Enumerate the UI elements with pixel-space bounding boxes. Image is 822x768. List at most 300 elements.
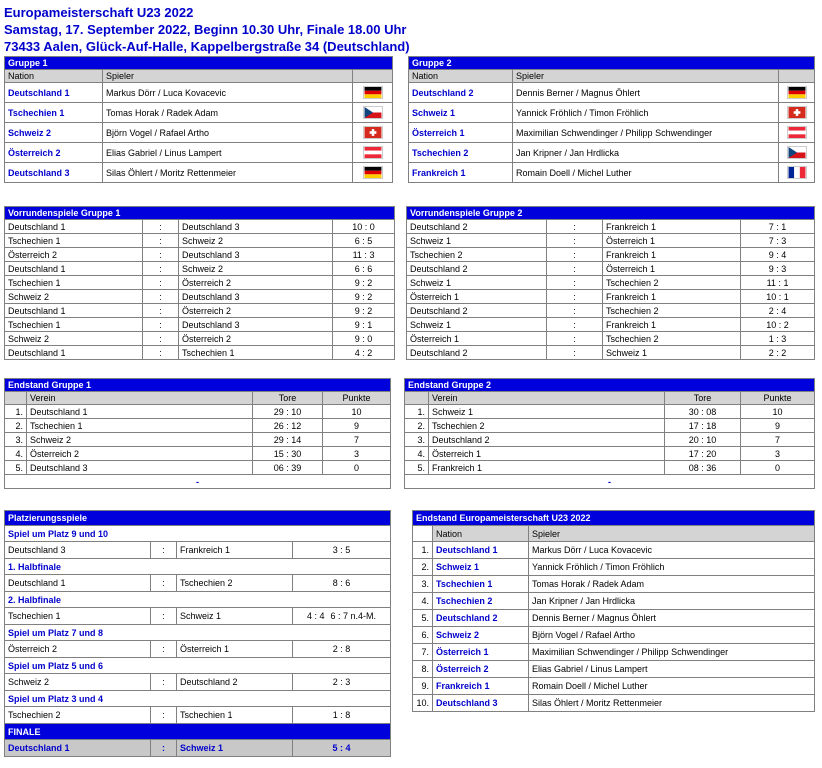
placement-game-row [5,608,391,625]
team-name: Deutschland 2 [429,433,665,447]
germany-flag-icon [356,86,389,99]
home-team: Deutschland 1 [5,262,143,276]
separator: : [547,332,603,346]
flag-cell [779,143,815,163]
standings-row [5,405,391,419]
game-row [5,220,395,234]
points: 10 [323,405,391,419]
final-standing-row [413,678,815,695]
platzierung-table [4,510,391,757]
away-team: Tschechien 2 [177,575,293,592]
score: 3 : 5 [332,545,351,555]
score-cell [293,641,391,658]
germany-flag-icon [782,86,811,99]
standings-row [405,405,815,419]
score-cell [293,575,391,592]
home-team: Deutschland 2 [407,262,547,276]
separator: : [547,262,603,276]
standings-row [405,461,815,475]
separator: : [547,290,603,304]
placement-game-row [5,575,391,592]
flag-cell [353,143,393,163]
col-header-flag [779,70,815,83]
away-team: Österreich 2 [179,276,333,290]
score: 4 : 2 [333,346,395,360]
position: 3. [413,576,433,593]
goals: 17 : 18 [665,419,741,433]
game-row [407,276,815,290]
away-team: Österreich 1 [177,641,293,658]
team-name: Tschechien 2 [429,419,665,433]
flag-cell [779,123,815,143]
col-header-spieler: Spieler [513,70,779,83]
score: 9 : 2 [333,304,395,318]
separator: : [143,290,179,304]
goals: 29 : 10 [253,405,323,419]
position: 7. [413,644,433,661]
col-header-flag [353,70,393,83]
position: 3. [405,433,429,447]
goals: 26 : 12 [253,419,323,433]
col-header-spieler: Spieler [103,70,353,83]
final-label-row [5,724,391,740]
away-team: Frankreich 1 [603,248,741,262]
separator: : [143,234,179,248]
flag-cell [353,83,393,103]
team-nation-link[interactable]: Schweiz 2 [433,627,529,644]
score: 11 : 1 [741,276,815,290]
team-nation-link[interactable]: Schweiz 1 [433,559,529,576]
game-row [5,304,395,318]
away-team: Frankreich 1 [603,318,741,332]
position: 8. [413,661,433,678]
final-standing-row [413,576,815,593]
separator: : [151,674,177,691]
game-row [407,346,815,360]
standings-row [405,447,815,461]
placement-label-row [5,559,391,575]
placement-label[interactable]: 1. Halbfinale [5,559,391,575]
home-team: Schweiz 2 [5,290,143,304]
team-name: Deutschland 1 [27,405,253,419]
game-row [5,346,395,360]
title-line-1: Europameisterschaft U23 2022 [4,5,194,20]
final-standing-row [413,627,815,644]
points: 0 [741,461,815,475]
title-line-2: Samstag, 17. September 2022, Beginn 10.30 Uhr, Finale 18.00 Uhr [4,22,407,37]
score: 2 : 2 [741,346,815,360]
score: 9 : 2 [333,276,395,290]
page-title [4,4,410,55]
separator: : [151,641,177,658]
away-team: Deutschland 2 [177,674,293,691]
home-team: Tschechien 1 [5,276,143,290]
col-header-tore: Tore [665,392,741,405]
game-row [407,248,815,262]
score: 2 : 3 [332,677,351,687]
team-nation-link[interactable]: Österreich 1 [433,644,529,661]
team-name: Schweiz 2 [27,433,253,447]
team-players: Tomas Horak / Radek Adam [529,576,815,593]
team-nation-link[interactable]: Österreich 2 [5,143,103,163]
standings-row [405,419,815,433]
col-header-tore: Tore [253,392,323,405]
score: 1 : 8 [332,710,351,720]
placement-game-row [5,641,391,658]
col-header-pos [413,526,433,542]
score-cell [293,542,391,559]
final-standing-row [413,695,815,712]
points: 9 [323,419,391,433]
team-players: Jan Kripner / Jan Hrdlicka [529,593,815,610]
position: 6. [413,627,433,644]
title-line-3: 73433 Aalen, Glück-Auf-Halle, Kappelbergstraße 34 (Deutschland) [4,39,410,54]
col-header-nation: Nation [433,526,529,542]
team-nation-link[interactable]: Deutschland 3 [433,695,529,712]
home-team: Schweiz 2 [5,674,151,691]
position: 1. [405,405,429,419]
goals: 29 : 14 [253,433,323,447]
away-team: Schweiz 2 [179,234,333,248]
standings-footer [405,475,815,489]
points: 3 [323,447,391,461]
team-players: Yannick Fröhlich / Timon Fröhlich [513,103,779,123]
austria-flag-icon [782,126,811,139]
team-nation-link[interactable]: Deutschland 2 [433,610,529,627]
score: 6 : 6 [333,262,395,276]
score: 9 : 1 [333,318,395,332]
separator: : [547,248,603,262]
final-standing-row [413,559,815,576]
home-team: Schweiz 1 [407,234,547,248]
team-players: Elias Gabriel / Linus Lampert [103,143,353,163]
flag-cell [779,83,815,103]
placement-label[interactable]: Spiel um Platz 9 und 10 [5,526,391,542]
home-team: Deutschland 1 [5,346,143,360]
placement-label[interactable]: Spiel um Platz 3 und 4 [5,691,391,707]
home-team: Deutschland 2 [407,346,547,360]
placement-game-row [5,674,391,691]
team-nation-link[interactable]: Deutschland 1 [5,83,103,103]
position: 1. [413,542,433,559]
final-standing-row [413,610,815,627]
game-row [407,304,815,318]
score: 11 : 3 [333,248,395,262]
col-header-punkte: Punkte [741,392,815,405]
score: 10 : 2 [741,318,815,332]
separator: : [547,276,603,290]
team-nation-link[interactable]: Tschechien 2 [409,143,513,163]
game-row [5,318,395,332]
team-players: Maximilian Schwendinger / Philipp Schwendinger [513,123,779,143]
final-game-row [5,740,391,757]
flag-cell [779,103,815,123]
position: 5. [5,461,27,475]
team-players: Romain Doell / Michel Luther [513,163,779,183]
flag-cell [353,103,393,123]
austria-flag-icon [356,146,389,159]
away-team: Österreich 1 [603,234,741,248]
flag-cell [353,163,393,183]
team-nation-link[interactable]: Schweiz 2 [5,123,103,143]
team-players: Yannick Fröhlich / Timon Fröhlich [529,559,815,576]
goals: 06 : 39 [253,461,323,475]
score-cell [293,608,391,625]
group-2-table [408,56,815,183]
separator: : [151,707,177,724]
endstand-em-table [412,510,815,712]
score: 9 : 2 [333,290,395,304]
separator: : [151,740,177,757]
placement-label[interactable]: 2. Halbfinale [5,592,391,608]
swiss-flag-icon [356,126,389,139]
group-title: Gruppe 2 [409,57,815,70]
away-team: Schweiz 2 [179,262,333,276]
team-nation-link[interactable]: Tschechien 1 [5,103,103,123]
game-row [5,276,395,290]
score-cell [293,707,391,724]
score: 9 : 3 [741,262,815,276]
position: 9. [413,678,433,695]
team-nation-link[interactable]: Deutschland 3 [5,163,103,183]
away-team: Tschechien 1 [179,346,333,360]
endstand-em-title: Endstand Europameisterschaft U23 2022 [413,511,815,526]
game-row [5,290,395,304]
away-team: Tschechien 1 [177,707,293,724]
team-nation-link[interactable]: Österreich 2 [433,661,529,678]
col-header-verein: Verein [429,392,665,405]
france-flag-icon [782,166,811,179]
away-team: Deutschland 3 [179,318,333,332]
vorrunde-title: Vorrundenspiele Gruppe 1 [5,207,395,220]
placement-label-row [5,592,391,608]
footer-text: - [405,475,815,489]
score-extra: 6 : 7 n.4-M. [330,611,377,621]
col-header-pos [5,392,27,405]
team-nation-link[interactable]: Schweiz 1 [409,103,513,123]
away-team: Tschechien 2 [603,304,741,318]
away-team: Deutschland 3 [179,220,333,234]
team-players: Jan Kripner / Jan Hrdlicka [513,143,779,163]
away-team: Österreich 2 [179,304,333,318]
final-standing-row [413,661,815,678]
team-name: Österreich 1 [429,447,665,461]
team-players: Elias Gabriel / Linus Lampert [529,661,815,678]
separator: : [143,248,179,262]
placement-label[interactable]: Spiel um Platz 7 und 8 [5,625,391,641]
position: 3. [5,433,27,447]
col-header-nation: Nation [409,70,513,83]
team-nation-link[interactable]: Tschechien 1 [433,576,529,593]
goals: 20 : 10 [665,433,741,447]
game-row [5,234,395,248]
score: 2 : 8 [332,644,351,654]
home-team: Schweiz 1 [407,276,547,290]
home-team: Tschechien 1 [5,234,143,248]
separator: : [151,542,177,559]
away-team: Schweiz 1 [603,346,741,360]
swiss-flag-icon [782,106,811,119]
standings-row [5,433,391,447]
team-nation-link[interactable]: Deutschland 1 [433,542,529,559]
team-name: Österreich 2 [27,447,253,461]
czech-flag-icon [356,106,389,119]
game-row [407,318,815,332]
separator: : [143,332,179,346]
away-team: Frankreich 1 [603,290,741,304]
home-team: Schweiz 1 [407,318,547,332]
placement-label-row [5,658,391,674]
team-nation-link[interactable]: Österreich 1 [409,123,513,143]
separator: : [151,575,177,592]
final-label: FINALE [5,724,391,740]
away-team: Schweiz 1 [177,608,293,625]
home-team: Österreich 1 [407,290,547,304]
final-home-team[interactable]: Deutschland 1 [5,740,151,757]
home-team: Deutschland 1 [5,304,143,318]
separator: : [143,262,179,276]
home-team: Schweiz 2 [5,332,143,346]
home-team: Tschechien 1 [5,608,151,625]
team-players: Romain Doell / Michel Luther [529,678,815,695]
separator: : [547,220,603,234]
col-header-pos [405,392,429,405]
position: 2. [5,419,27,433]
flag-cell [353,123,393,143]
points: 0 [323,461,391,475]
score: 7 : 3 [741,234,815,248]
team-name: Deutschland 3 [27,461,253,475]
separator: : [143,220,179,234]
final-score: 5 : 4 [293,740,391,757]
home-team: Deutschland 1 [5,575,151,592]
team-nation-link[interactable]: Frankreich 1 [409,163,513,183]
points: 9 [741,419,815,433]
team-players: Maximilian Schwendinger / Philipp Schwendinger [529,644,815,661]
team-nation-link[interactable]: Tschechien 2 [433,593,529,610]
team-name: Frankreich 1 [429,461,665,475]
endstand-title: Endstand Gruppe 2 [405,379,815,392]
position: 5. [413,610,433,627]
game-row [407,262,815,276]
separator: : [143,304,179,318]
col-header-spieler: Spieler [529,526,815,542]
final-standing-row [413,542,815,559]
score: 9 : 4 [741,248,815,262]
separator: : [143,346,179,360]
points: 3 [741,447,815,461]
away-team: Frankreich 1 [603,220,741,234]
germany-flag-icon [356,166,389,179]
col-header-verein: Verein [27,392,253,405]
score: 2 : 4 [741,304,815,318]
home-team: Deutschland 1 [5,220,143,234]
separator: : [547,318,603,332]
game-row [407,220,815,234]
endstand-group-1-table [4,378,391,489]
standings-footer [5,475,391,489]
col-header-punkte: Punkte [323,392,391,405]
position: 5. [405,461,429,475]
final-standing-row [413,644,815,661]
team-players: Björn Vogel / Rafael Artho [103,123,353,143]
flag-cell [779,163,815,183]
position: 4. [405,447,429,461]
game-row [407,332,815,346]
separator: : [143,318,179,332]
standings-row [5,447,391,461]
final-standing-row [413,593,815,610]
score: 8 : 6 [332,578,351,588]
position: 1. [5,405,27,419]
home-team: Deutschland 2 [407,304,547,318]
score: 7 : 1 [741,220,815,234]
team-name: Schweiz 1 [429,405,665,419]
score: 10 : 0 [333,220,395,234]
standings-row [5,419,391,433]
score: 6 : 5 [333,234,395,248]
footer-text: - [5,475,391,489]
team-nation-link[interactable]: Deutschland 2 [409,83,513,103]
team-players: Silas Öhlert / Moritz Rettenmeier [103,163,353,183]
goals: 08 : 36 [665,461,741,475]
goals: 30 : 08 [665,405,741,419]
position: 10. [413,695,433,712]
group-title: Gruppe 1 [5,57,393,70]
team-players: Dennis Berner / Magnus Öhlert [513,83,779,103]
score: 1 : 3 [741,332,815,346]
score-cell [293,674,391,691]
home-team: Deutschland 3 [5,542,151,559]
team-players: Björn Vogel / Rafael Artho [529,627,815,644]
group-1-table [4,56,393,183]
position: 4. [5,447,27,461]
vorrunde-group-2-table [406,206,815,360]
separator: : [547,304,603,318]
home-team: Österreich 2 [5,641,151,658]
home-team: Tschechien 1 [5,318,143,332]
away-team: Tschechien 2 [603,332,741,346]
goals: 15 : 30 [253,447,323,461]
standings-row [5,461,391,475]
away-team: Frankreich 1 [177,542,293,559]
team-players: Tomas Horak / Radek Adam [103,103,353,123]
final-away-team[interactable]: Schweiz 1 [177,740,293,757]
platzierung-title: Platzierungsspiele [5,511,391,526]
czech-flag-icon [782,146,811,159]
game-row [407,290,815,304]
points: 7 [323,433,391,447]
home-team: Österreich 1 [407,332,547,346]
separator: : [547,234,603,248]
home-team: Tschechien 2 [407,248,547,262]
vorrunde-title: Vorrundenspiele Gruppe 2 [407,207,815,220]
placement-label[interactable]: Spiel um Platz 5 und 6 [5,658,391,674]
placement-label-row [5,691,391,707]
team-nation-link[interactable]: Frankreich 1 [433,678,529,695]
placement-label-row [5,526,391,542]
placement-game-row [5,542,391,559]
home-team: Tschechien 2 [5,707,151,724]
away-team: Deutschland 3 [179,248,333,262]
standings-row [405,433,815,447]
away-team: Österreich 1 [603,262,741,276]
game-row [5,262,395,276]
endstand-group-2-table [404,378,815,489]
placement-label-row [5,625,391,641]
separator: : [151,608,177,625]
team-name: Tschechien 1 [27,419,253,433]
